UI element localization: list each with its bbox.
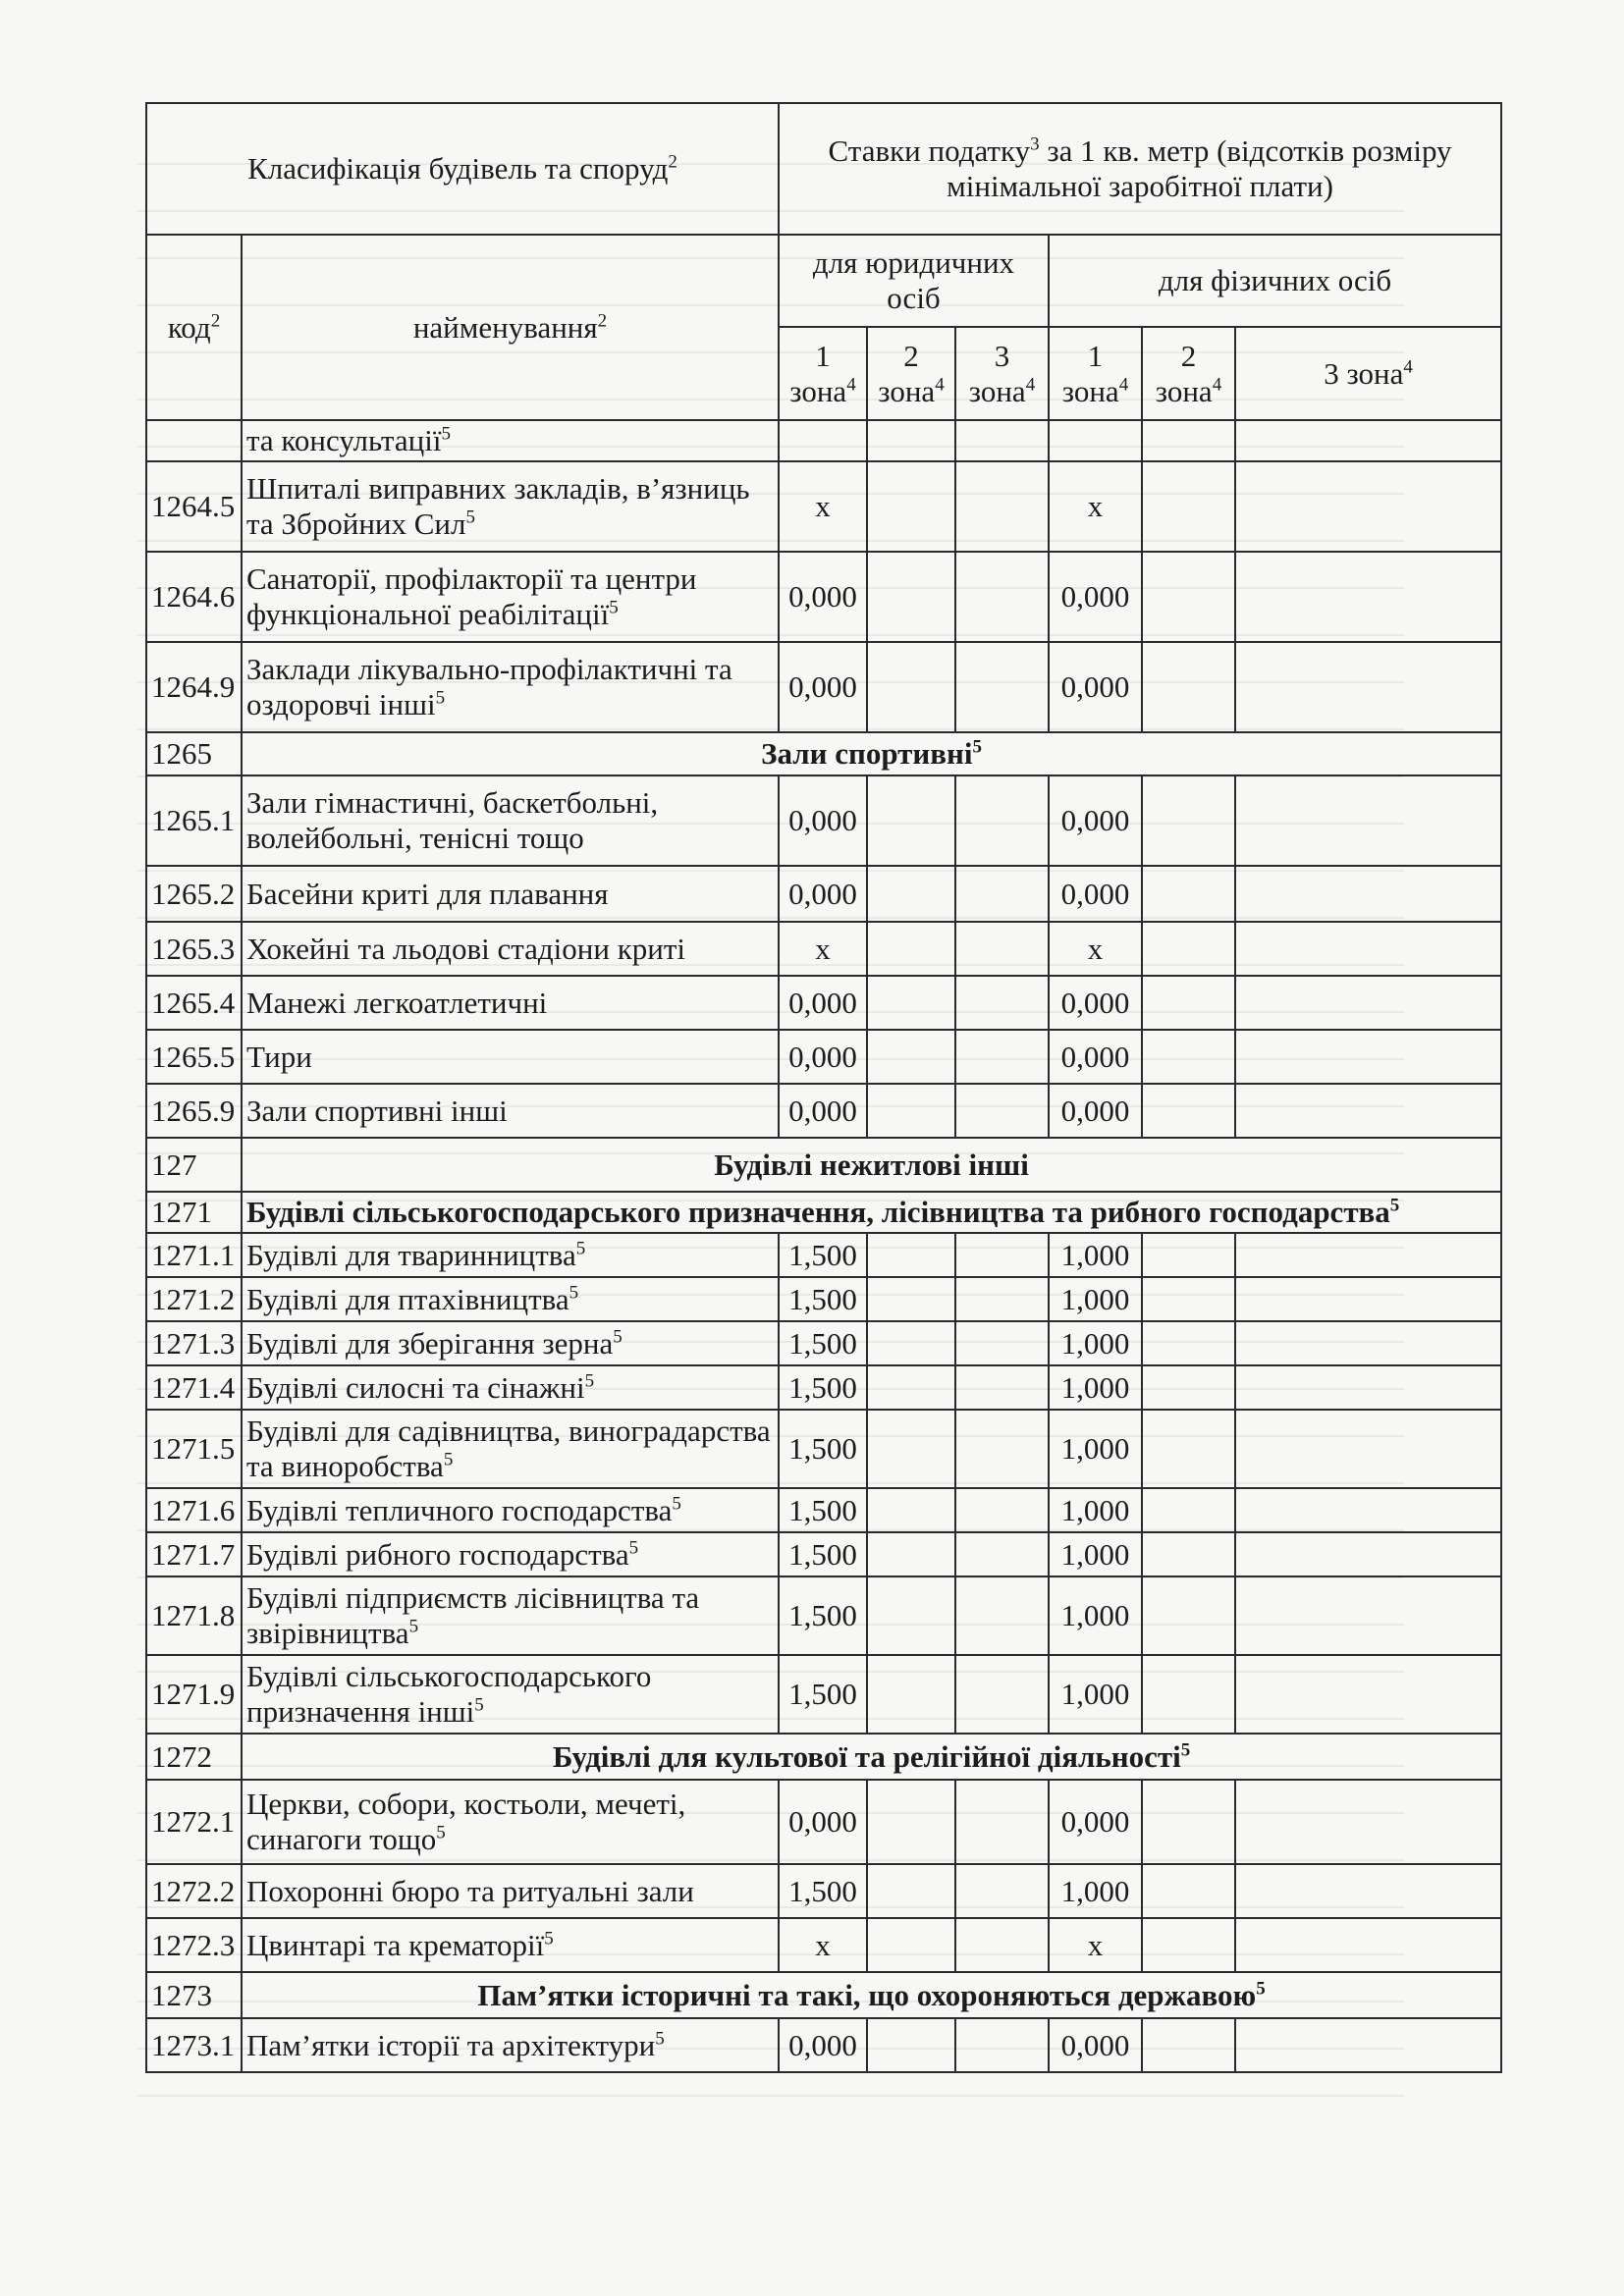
legal-zone-2-rate [867,1864,955,1918]
physical-zone-2-rate [1142,1780,1235,1864]
row-name-text: Зали спортивні [761,736,973,771]
header-code: код$^2$ [146,235,242,420]
footnote-mark: 5 [408,1616,419,1637]
row-name [242,1780,779,1864]
header-legal-zone-3: 3 зона$^4$ [955,327,1049,420]
footnote-mark: 5 [655,2028,665,2050]
table-row [146,1918,1501,1972]
row-code: 1271.6 [146,1488,242,1532]
table-row [146,1233,1501,1277]
row-name-text: Зали гімнастичні, баскетбольні, волейбольні, тенісні тощо [246,785,659,855]
row-code: 1265.2 [146,866,242,922]
legal-zone-1-rate: 1,500 [779,1864,867,1918]
rate-cell [1049,420,1142,461]
header-physical-zone-3: 3 зона$^4$ [1235,327,1501,420]
row-name [242,420,779,461]
section-title [242,1192,1501,1233]
legal-zone-2-rate [867,1576,955,1655]
table-row [146,1488,1501,1532]
row-name-text: Будівлі рибного господарства [246,1536,629,1572]
table-row [146,1365,1501,1410]
legal-zone-3-rate [955,1918,1049,1972]
legal-zone-1-rate: х [779,922,867,976]
row-name-text: Басейни криті для плавання [246,876,609,911]
row-name [242,1365,779,1410]
row-code: 1265.1 [146,775,242,866]
physical-zone-2-rate [1142,642,1235,732]
row-name-text: Заклади лікувально-профілактичні та оздоровчі інші [246,652,732,721]
legal-zone-3-rate [955,1277,1049,1321]
row-name [242,1918,779,1972]
footnote-mark: 5 [435,687,446,709]
legal-zone-1-rate: 1,500 [779,1576,867,1655]
header-physical-persons: для фізичних осіб [1049,235,1501,327]
row-name-text: Цвинтарі та крематорії [246,1927,545,1962]
footnote-mark: 5 [436,1822,446,1843]
section-code: 1271 [146,1192,242,1233]
legal-zone-3-rate [955,642,1049,732]
row-code: 1271.9 [146,1655,242,1734]
table-row [146,1321,1501,1365]
row-code: 1271.5 [146,1410,242,1488]
footnote-mark: 5 [568,1282,579,1304]
section-title [242,732,1501,775]
physical-zone-1-rate: 1,000 [1049,1321,1142,1365]
legal-zone-1-rate: х [779,1918,867,1972]
legal-zone-2-rate [867,1918,955,1972]
physical-zone-3-rate [1235,1488,1501,1532]
physical-zone-1-rate: 0,000 [1049,642,1142,732]
physical-zone-3-rate [1235,1918,1501,1972]
row-name [242,1576,779,1655]
physical-zone-3-rate [1235,552,1501,642]
legal-zone-2-rate [867,461,955,552]
footnote-mark: 5 [575,1238,586,1259]
physical-zone-1-rate: 1,000 [1049,1410,1142,1488]
physical-zone-3-rate [1235,1780,1501,1864]
table-row [146,1277,1501,1321]
header-physical-zone-2: 2 зона$^4$ [1142,327,1235,420]
row-name [242,775,779,866]
header-classification: Класифікація будівель та споруд$^2$ [146,103,779,235]
physical-zone-2-rate [1142,1655,1235,1734]
row-name-text: Шпиталі виправних закладів, в’язниць та Збройних Сил [246,471,750,541]
table-row [146,866,1501,922]
row-code: 1265.4 [146,976,242,1030]
legal-zone-1-rate: 0,000 [779,866,867,922]
physical-zone-1-rate: х [1049,461,1142,552]
physical-zone-2-rate [1142,866,1235,922]
legal-zone-3-rate [955,461,1049,552]
physical-zone-3-rate [1235,1576,1501,1655]
legal-zone-2-rate [867,642,955,732]
legal-zone-1-rate: 1,500 [779,1233,867,1277]
table-row [146,1780,1501,1864]
rate-cell [1235,420,1501,461]
legal-zone-2-rate [867,1365,955,1410]
section-code: 127 [146,1138,242,1192]
row-code: 1271.4 [146,1365,242,1410]
row-code: 1264.9 [146,642,242,732]
row-name-text: Пам’ятки історичні та такі, що охороняються державою [477,1977,1257,2012]
physical-zone-3-rate [1235,1030,1501,1084]
row-name-text: Церкви, собори, костьоли, мечеті, синагоги тощо [246,1787,686,1856]
physical-zone-2-rate [1142,461,1235,552]
physical-zone-3-rate [1235,1365,1501,1410]
row-name-text: Тири [246,1039,312,1074]
physical-zone-1-rate: 0,000 [1049,2018,1142,2072]
table-row [146,922,1501,976]
physical-zone-1-rate: 0,000 [1049,976,1142,1030]
physical-zone-2-rate [1142,1410,1235,1488]
section-row [146,1192,1501,1233]
legal-zone-3-rate [955,922,1049,976]
row-name-text: Похоронні бюро та ритуальні зали [246,1873,694,1908]
legal-zone-1-rate: 1,500 [779,1365,867,1410]
physical-zone-2-rate [1142,1365,1235,1410]
row-name [242,976,779,1030]
section-row [146,732,1501,775]
table-row [146,552,1501,642]
row-code: 1264.6 [146,552,242,642]
row-code: 1265.3 [146,922,242,976]
section-row [146,1734,1501,1780]
legal-zone-3-rate [955,976,1049,1030]
row-code: 1264.5 [146,461,242,552]
physical-zone-2-rate [1142,1488,1235,1532]
physical-zone-2-rate [1142,1918,1235,1972]
physical-zone-1-rate: 0,000 [1049,1780,1142,1864]
physical-zone-3-rate [1235,642,1501,732]
legal-zone-2-rate [867,1655,955,1734]
legal-zone-3-rate [955,1780,1049,1864]
legal-zone-1-rate: 0,000 [779,1030,867,1084]
physical-zone-2-rate [1142,1084,1235,1138]
row-code: 1273.1 [146,2018,242,2072]
row-name-text: Санаторії, профілакторії та центри функціональної реабілітації [246,561,697,631]
row-name [242,642,779,732]
rate-cell [867,420,955,461]
legal-zone-3-rate [955,1084,1049,1138]
physical-zone-2-rate [1142,1277,1235,1321]
row-code: 1271.8 [146,1576,242,1655]
legal-zone-1-rate: 0,000 [779,976,867,1030]
row-name-text: Пам’ятки історії та архітектури [246,2027,656,2062]
legal-zone-3-rate [955,866,1049,922]
physical-zone-2-rate [1142,2018,1235,2072]
section-row [146,1138,1501,1192]
physical-zone-1-rate: 1,000 [1049,1488,1142,1532]
legal-zone-2-rate [867,1780,955,1864]
footnote-mark: 5 [1256,1978,1266,2000]
row-name-text: Будівлі для зберігання зерна [246,1325,614,1361]
legal-zone-3-rate [955,1488,1049,1532]
legal-zone-2-rate [867,1030,955,1084]
legal-zone-1-rate: 1,500 [779,1277,867,1321]
legal-zone-2-rate [867,1233,955,1277]
physical-zone-1-rate: 1,000 [1049,1233,1142,1277]
row-name [242,866,779,922]
row-code: 1271.7 [146,1532,242,1576]
physical-zone-3-rate [1235,775,1501,866]
row-code: 1272.2 [146,1864,242,1918]
header-physical-zone-1: 1 зона$^4$ [1049,327,1142,420]
header-name: найменування$^2$ [242,235,779,420]
physical-zone-1-rate: 0,000 [1049,775,1142,866]
header-legal-zone-1: 1 зона$^4$ [779,327,867,420]
physical-zone-3-rate [1235,1321,1501,1365]
footnote-mark: 5 [441,423,451,445]
physical-zone-3-rate [1235,976,1501,1030]
rate-cell [1142,420,1235,461]
row-name [242,552,779,642]
legal-zone-3-rate [955,1864,1049,1918]
physical-zone-1-rate: 0,000 [1049,1030,1142,1084]
physical-zone-1-rate: 1,000 [1049,1576,1142,1655]
table-row [146,642,1501,732]
physical-zone-3-rate [1235,1084,1501,1138]
legal-zone-2-rate [867,1277,955,1321]
row-name-text: Будівлі для культової та релігійної діяльності [552,1738,1181,1774]
physical-zone-3-rate [1235,1410,1501,1488]
legal-zone-1-rate: х [779,461,867,552]
row-name-text: Будівлі тепличного господарства [246,1492,673,1527]
header-rates: Ставки податку$^3$ за 1 кв. метр (відсотків розміру мінімальної заробітної плати) [779,103,1501,235]
rate-cell [779,420,867,461]
row-name [242,1532,779,1576]
legal-zone-3-rate [955,775,1049,866]
physical-zone-1-rate: 1,000 [1049,1864,1142,1918]
footnote-mark: 5 [584,1370,595,1392]
table-row [146,461,1501,552]
legal-zone-3-rate [955,1365,1049,1410]
legal-zone-3-rate [955,2018,1049,2072]
footnote-mark: 5 [474,1694,484,1716]
row-code: 1271.3 [146,1321,242,1365]
legal-zone-2-rate [867,1532,955,1576]
legal-zone-2-rate [867,1488,955,1532]
table-row [146,420,1501,461]
row-name-text: та консультації [246,423,442,457]
legal-zone-1-rate: 1,500 [779,1410,867,1488]
row-name [242,1321,779,1365]
legal-zone-2-rate [867,976,955,1030]
physical-zone-2-rate [1142,1532,1235,1576]
row-name-text: Будівлі силосні та сінажні [246,1369,585,1405]
section-code: 1273 [146,1972,242,2018]
row-name [242,1277,779,1321]
legal-zone-3-rate [955,1321,1049,1365]
legal-zone-2-rate [867,1410,955,1488]
footnote-mark: 5 [672,1493,681,1515]
table-row [146,1655,1501,1734]
row-code: 1271.1 [146,1233,242,1277]
physical-zone-3-rate [1235,2018,1501,2072]
physical-zone-1-rate: х [1049,922,1142,976]
section-code: 1265 [146,732,242,775]
physical-zone-1-rate: 0,000 [1049,1084,1142,1138]
tax-rate-table [145,102,1502,2073]
row-name-text: Будівлі для садівництва, виноградарства та виноробства [246,1414,771,1483]
legal-zone-1-rate: 0,000 [779,775,867,866]
row-name-text: Будівлі підприємств лісівництва та звірівництва [246,1580,700,1650]
physical-zone-3-rate [1235,1655,1501,1734]
footnote-mark: 5 [1389,1195,1400,1216]
legal-zone-3-rate [955,1655,1049,1734]
physical-zone-3-rate [1235,1277,1501,1321]
row-code: 1272.3 [146,1918,242,1972]
row-name [242,2018,779,2072]
table-row [146,1410,1501,1488]
row-name [242,1030,779,1084]
physical-zone-3-rate [1235,866,1501,922]
table-row [146,2018,1501,2072]
row-name-text: Будівлі для птахівництва [246,1281,569,1316]
legal-zone-3-rate [955,1233,1049,1277]
legal-zone-1-rate: 1,500 [779,1488,867,1532]
physical-zone-2-rate [1142,1030,1235,1084]
physical-zone-2-rate [1142,1321,1235,1365]
legal-zone-1-rate: 0,000 [779,552,867,642]
legal-zone-2-rate [867,866,955,922]
header-legal-zone-2: 2 зона$^4$ [867,327,955,420]
physical-zone-2-rate [1142,775,1235,866]
legal-zone-3-rate [955,1576,1049,1655]
legal-zone-2-rate [867,775,955,866]
row-code: 1265.9 [146,1084,242,1138]
physical-zone-1-rate: 1,000 [1049,1655,1142,1734]
physical-zone-2-rate [1142,1233,1235,1277]
physical-zone-1-rate: 1,000 [1049,1532,1142,1576]
physical-zone-1-rate: 1,000 [1049,1277,1142,1321]
row-code [146,420,242,461]
row-name [242,1655,779,1734]
legal-zone-1-rate: 0,000 [779,1780,867,1864]
row-name-text: Будівлі для тваринництва [246,1237,576,1272]
physical-zone-2-rate [1142,1576,1235,1655]
legal-zone-2-rate [867,1321,955,1365]
row-name-text: Будівлі сільськогосподарського призначення інші [246,1659,652,1729]
footnote-mark: 5 [544,1928,554,1949]
row-name-text: Будівлі нежитлові інші [714,1147,1029,1182]
section-title [242,1734,1501,1780]
physical-zone-2-rate [1142,552,1235,642]
legal-zone-2-rate [867,922,955,976]
legal-zone-1-rate: 0,000 [779,2018,867,2072]
physical-zone-3-rate [1235,922,1501,976]
legal-zone-1-rate: 1,500 [779,1532,867,1576]
legal-zone-3-rate [955,552,1049,642]
legal-zone-3-rate [955,1030,1049,1084]
legal-zone-2-rate [867,2018,955,2072]
table-row [146,1030,1501,1084]
section-title [242,1138,1501,1192]
table-row [146,1864,1501,1918]
legal-zone-3-rate [955,1532,1049,1576]
legal-zone-1-rate: 0,000 [779,1084,867,1138]
row-name [242,1084,779,1138]
physical-zone-3-rate [1235,1864,1501,1918]
row-name [242,1410,779,1488]
physical-zone-2-rate [1142,976,1235,1030]
table-row [146,1576,1501,1655]
physical-zone-2-rate [1142,922,1235,976]
table-body [146,420,1501,2072]
row-code: 1265.5 [146,1030,242,1084]
physical-zone-3-rate [1235,461,1501,552]
row-name [242,922,779,976]
legal-zone-2-rate [867,552,955,642]
legal-zone-1-rate: 1,500 [779,1321,867,1365]
row-name-text: Будівлі сільськогосподарського призначення, лісівництва та рибного господарства [246,1195,1390,1229]
header-legal-entities: для юридичних осіб [779,235,1049,327]
footnote-mark: 5 [1180,1739,1191,1761]
section-row [146,1972,1501,2018]
row-name [242,461,779,552]
row-name-text: Зали спортивні інші [246,1093,508,1128]
row-code: 1272.1 [146,1780,242,1864]
table-row [146,976,1501,1030]
table-row [146,1084,1501,1138]
physical-zone-1-rate: 1,000 [1049,1365,1142,1410]
footnote-mark: 5 [443,1449,454,1470]
rate-cell [955,420,1049,461]
row-name [242,1233,779,1277]
row-name-text: Хокейні та льодові стадіони криті [246,931,686,966]
legal-zone-1-rate: 0,000 [779,642,867,732]
footnote-mark: 5 [972,736,982,758]
footnote-mark: 5 [609,597,619,618]
physical-zone-3-rate [1235,1233,1501,1277]
legal-zone-2-rate [867,1084,955,1138]
footnote-mark: 5 [613,1326,623,1348]
footnote-mark: 5 [628,1537,639,1559]
legal-zone-1-rate: 1,500 [779,1655,867,1734]
table-row [146,1532,1501,1576]
physical-zone-1-rate: 0,000 [1049,866,1142,922]
physical-zone-1-rate: 0,000 [1049,552,1142,642]
footnote-mark: 5 [465,507,475,528]
table-row [146,775,1501,866]
physical-zone-1-rate: х [1049,1918,1142,1972]
row-name [242,1488,779,1532]
row-code: 1271.2 [146,1277,242,1321]
physical-zone-2-rate [1142,1864,1235,1918]
row-name [242,1864,779,1918]
legal-zone-3-rate [955,1410,1049,1488]
section-title [242,1972,1501,2018]
physical-zone-3-rate [1235,1532,1501,1576]
row-name-text: Манежі легкоатлетичні [246,985,548,1020]
section-code: 1272 [146,1734,242,1780]
